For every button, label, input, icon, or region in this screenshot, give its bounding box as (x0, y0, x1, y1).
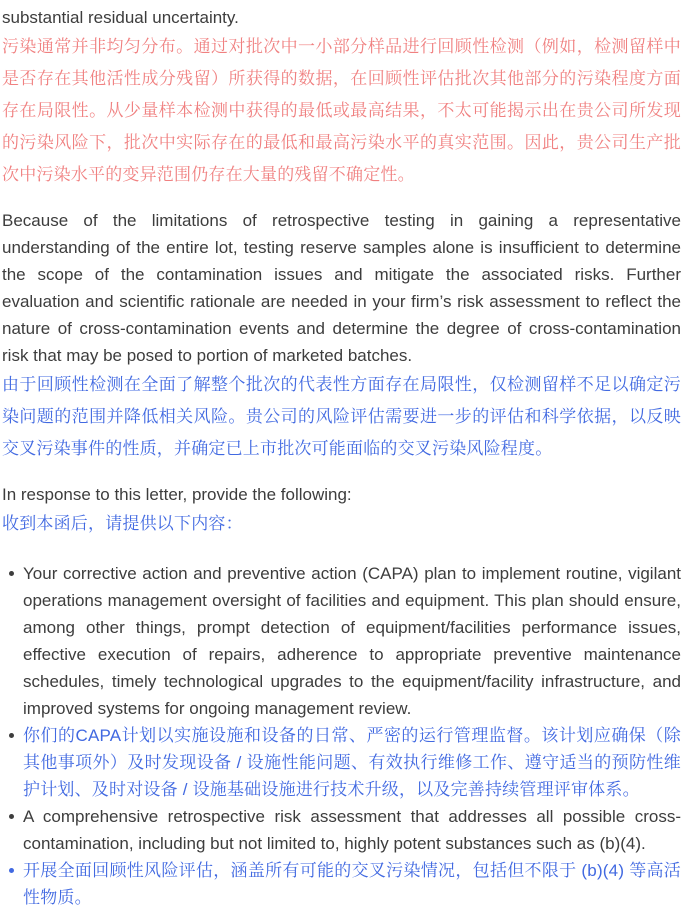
paragraph-contamination-distribution-zh: 污染通常并非均匀分布。通过对批次中一小部分样品进行回顾性检测（例如，检测留样中是否存在其他活性成分残留）所获得的数据，在回顾性评估批次其他部分的污染程度方面存在局限性。从少量样本检测中获得的最低或最高结果，不太可能揭示出在贵公司所发现的污染风险下，批次中实际存在的最低和最高污染水平的真实范围。因此，贵公司生产批次中污染水平的变异范围仍存在大量的残留不确定性。 (2, 37, 681, 184)
bullet-capa-plan-en: Your corrective action and preventive action (CAPA) plan to implement routine, vigilant operations management oversight of facilities and equipment. This plan should ensure, among other things, prompt detection of equipment/facilities performance issues, effective execution of repairs, adherence to appropriate preventive maintenance schedules, timely technological upgrades to the equipment/facility infrastructure, and improved systems for ongoing management review. (23, 564, 681, 718)
response-heading-zh: 收到本函后，请提供以下内容： (2, 514, 243, 533)
bullet-icon (9, 814, 14, 819)
list-item-capa-plan-zh (2, 722, 681, 803)
paragraph-residual-uncertainty-fragment: substantial residual uncertainty. (2, 8, 239, 27)
bullet-icon (9, 868, 14, 873)
bullet-risk-assessment-en: A comprehensive retrospective risk assessment that addresses all possible cross-contamination, including but not limited to, highly potent substances such as (b)(4). (23, 807, 681, 853)
spacer (2, 191, 681, 207)
bullet-icon (9, 571, 14, 576)
bullet-capa-plan-zh: 你们的CAPA计划以实施设施和设备的日常、严密的运行管理监督。该计划应确保（除其他事项外）及时发现设备 / 设施性能问题、有效执行维修工作、遵守适当的预防性维护计划、及时对设备 / 设施基础设施进行技术升级，以及完善持续管理评审体系。 (23, 726, 681, 799)
response-heading-en: In response to this letter, provide the following: (2, 485, 352, 504)
spacer (2, 465, 681, 481)
bullet-icon (9, 733, 14, 738)
list-item-risk-assessment-en (2, 803, 681, 857)
response-items-list (2, 560, 681, 911)
paragraph-retrospective-limitations-en: Because of the limitations of retrospective testing in gaining a representative understanding of the entire lot, testing reserve samples alone is insufficient to determine the scope of the contamination issues and mitigate the associated risks. Further evaluation and scientific rationale are needed in your firm’s risk assessment to reflect the nature of cross-contamination events and determine the degree of cross-contamination risk that may be posed to portion of marketed batches. (2, 211, 681, 365)
list-item-capa-plan-en (2, 560, 681, 722)
bullet-risk-assessment-zh: 开展全面回顾性风险评估，涵盖所有可能的交叉污染情况，包括但不限于 (b)(4) 等高活性物质。 (23, 861, 681, 907)
paragraph-retrospective-limitations-zh: 由于回顾性检测在全面了解整个批次的代表性方面存在局限性，仅检测留样不足以确定污染问题的范围并降低相关风险。贵公司的风险评估需要进一步的评估和科学依据，以反映交叉污染事件的性质，并确定已上市批次可能面临的交叉污染风险程度。 (2, 375, 681, 458)
spacer (2, 540, 681, 560)
list-item-risk-assessment-zh (2, 857, 681, 911)
